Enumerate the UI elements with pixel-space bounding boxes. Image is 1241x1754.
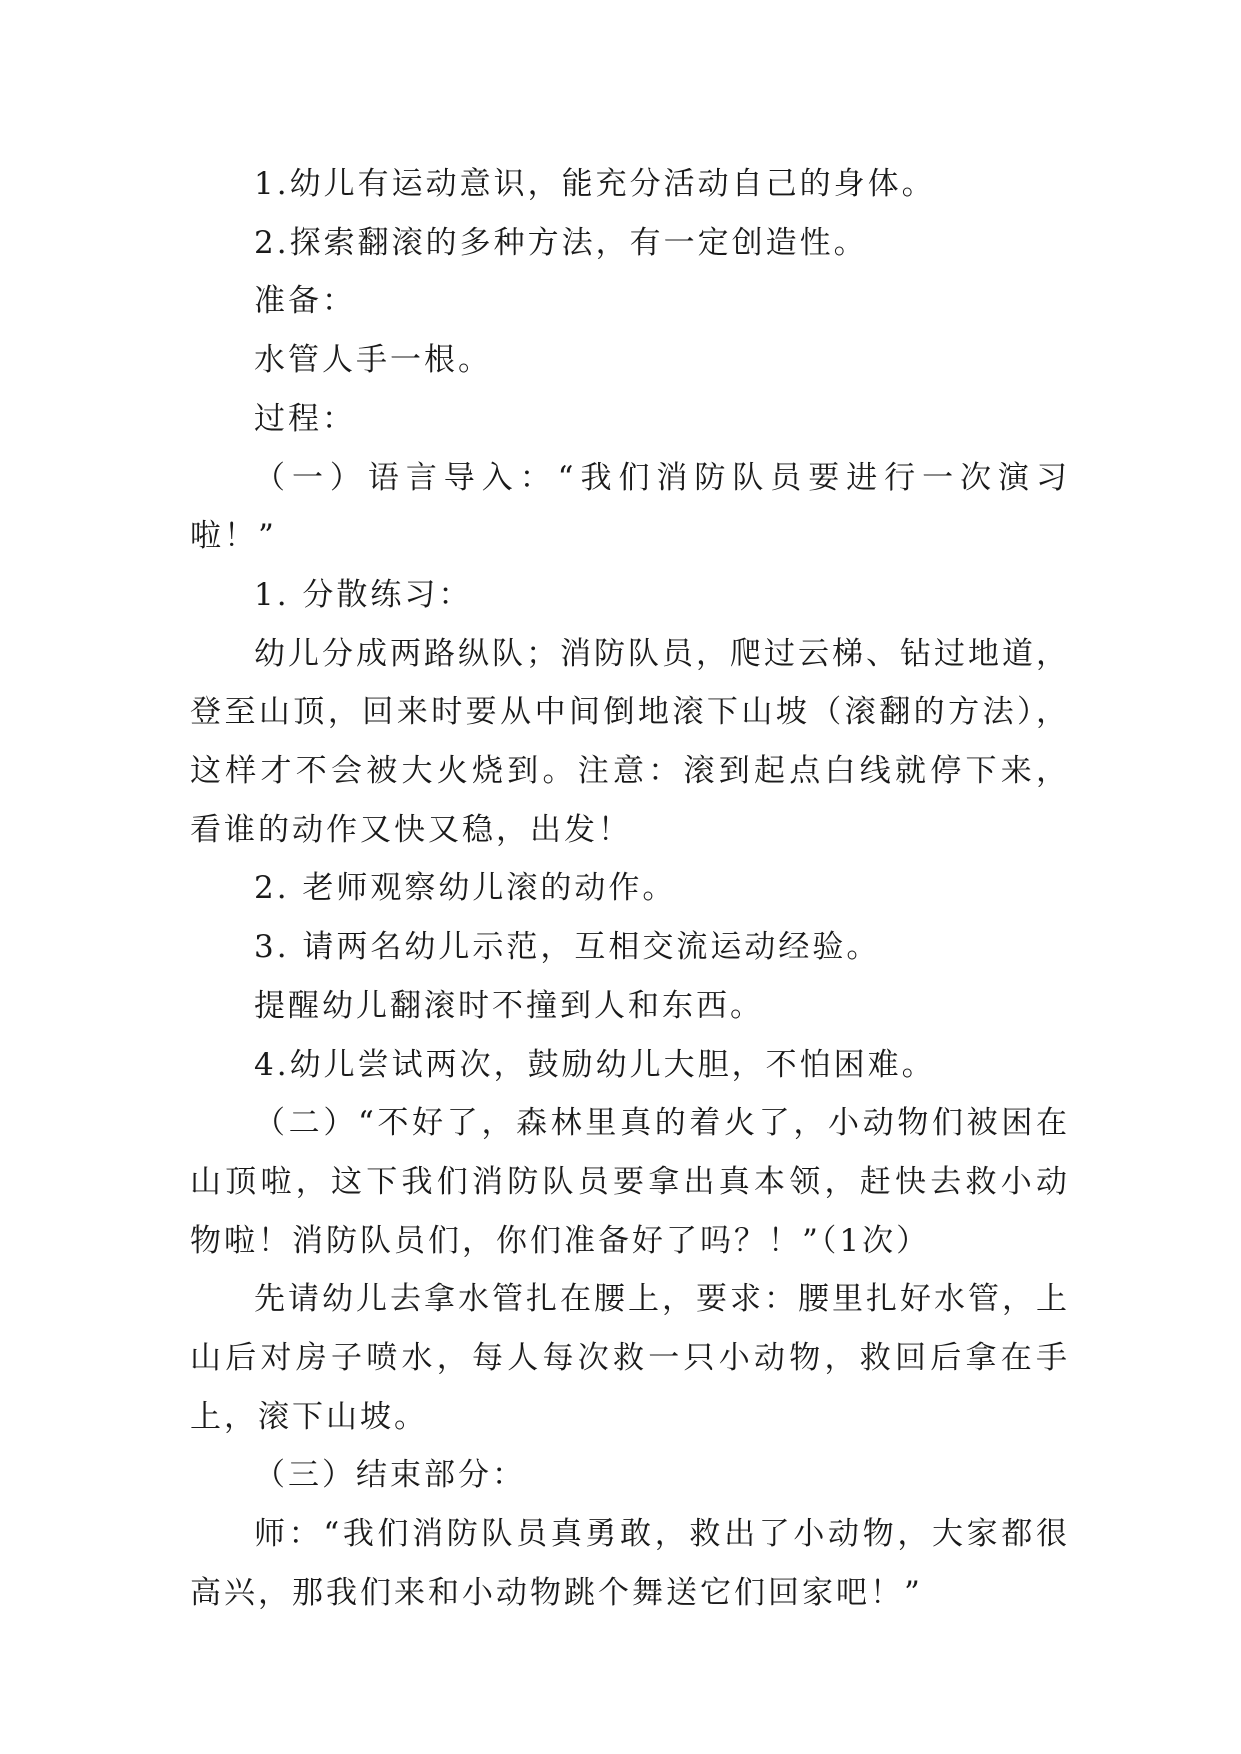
practice-heading: 1. 分散练习： xyxy=(254,576,473,613)
practice-item-2: 2. 老师观察幼儿滚的动作。 xyxy=(254,870,677,907)
safety-reminder: 提醒幼儿翻滚时不撞到人和东西。 xyxy=(254,987,764,1024)
process-step-2: （二）“不好了，森林里真的着火了，小动物们被困在山顶啦，这下我们消防队员要拿出真本领，赶快去救小动物啦！消防队员们，你们准备好了吗？！”（1次） xyxy=(190,1105,1070,1259)
practice-item-4: 4.幼儿尝试两次，鼓励幼儿大胆，不怕困难。 xyxy=(254,1046,936,1083)
closing-dialogue: 师：“我们消防队员真勇敢，救出了小动物，大家都很高兴，那我们来和小动物跳个舞送它们回家吧！” xyxy=(190,1516,1070,1611)
practice-item-3: 3. 请两名幼儿示范，互相交流运动经验。 xyxy=(254,929,881,966)
process-step-1-heading: （一）语言导入：“我们消防队员要进行一次演习啦！” xyxy=(190,459,1070,555)
goal-item-1: 1.幼儿有运动意识，能充分活动自己的身体。 xyxy=(254,166,936,202)
section-heading-process: 过程： xyxy=(254,400,356,437)
section-heading-preparation: 准备： xyxy=(254,283,356,320)
document-body xyxy=(190,155,1070,1623)
preparation-text: 水管人手一根。 xyxy=(254,342,492,379)
process-step-2-requirements: 先请幼儿去拿水管扎在腰上，要求：腰里扎好水管，上山后对房子喷水，每人每次救一只小动物，救回后拿在手上，滚下山坡。 xyxy=(190,1281,1070,1435)
practice-description: 幼儿分成两路纵队；消防队员，爬过云梯、钻过地道，登至山顶，回来时要从中间倒地滚下山坡（滚翻的方法），这样才不会被大火烧到。注意：滚到起点白线就停下来，看谁的动作又快又稳，出发！ xyxy=(190,635,1070,848)
goal-item-2: 2.探索翻滚的多种方法，有一定创造性。 xyxy=(254,224,868,261)
process-step-3-heading: （三）结束部分： xyxy=(254,1457,526,1494)
